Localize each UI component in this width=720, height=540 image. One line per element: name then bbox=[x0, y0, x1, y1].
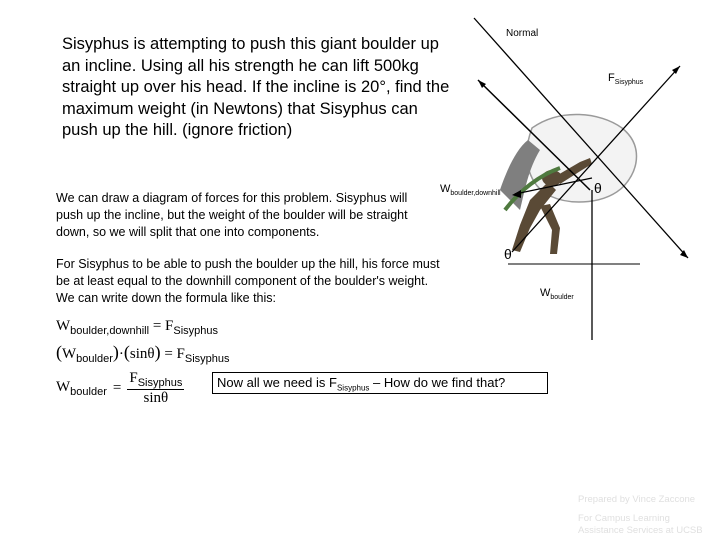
credit-line-2: For Campus Learning bbox=[578, 513, 670, 524]
explanation-paragraph-2: For Sisyphus to be able to push the boulder up the hill, his force must be at least equal to the downhill component of the boulder's weight. We can write down the formula like this: bbox=[56, 257, 440, 305]
explanation-paragraph-1: We can draw a diagram of forces for this problem. Sisyphus will push up the incline, but the weight of the boulder will be straight down, so we will split that one into components. bbox=[56, 191, 408, 239]
w-downhill-label: $W_{boulder,downhill}$ bbox=[440, 183, 501, 197]
f-sisyphus-label: $F_{Sisyphus}$ bbox=[608, 72, 644, 86]
w-boulder-label: $W_{boulder}$ bbox=[540, 287, 574, 301]
theta-bottom-label: θ bbox=[504, 246, 512, 262]
normal-axis-line bbox=[474, 18, 688, 258]
credit-line-3: Assistance Services at UCSB bbox=[578, 525, 703, 536]
equation-downhill-equals-force: $W_{boulder,downhill} = F_{Sisyphus}$ bbox=[56, 318, 219, 337]
theta-top-label: θ bbox=[594, 180, 602, 196]
equation-solved-weight: $W_{boulder}$ = $\frac{F_{Sisyphus}}{\sin\theta}$ bbox=[56, 370, 183, 406]
callout-box: Now all we need is $F_{Sisyphus}$ – How do we find that? bbox=[212, 372, 548, 394]
equation-component-form: $(W_{boulder})\cdot(\sin\theta) = F_{Sisyphus}$ bbox=[56, 342, 230, 365]
fraction: $\frac{F_{Sisyphus}}{\sin\theta}$ bbox=[129, 370, 183, 406]
normal-label: Normal bbox=[506, 28, 539, 39]
problem-statement: Sisyphus is attempting to push this giant boulder up an incline. Using all his strength he can lift 500kg straight up over his head. If the incline is 20°, find the maximum weight (in Newtons) that Sisyphus can push up the hill. (ignore friction) bbox=[62, 35, 450, 139]
credit-line-1: Prepared by Vince Zaccone bbox=[578, 494, 696, 505]
